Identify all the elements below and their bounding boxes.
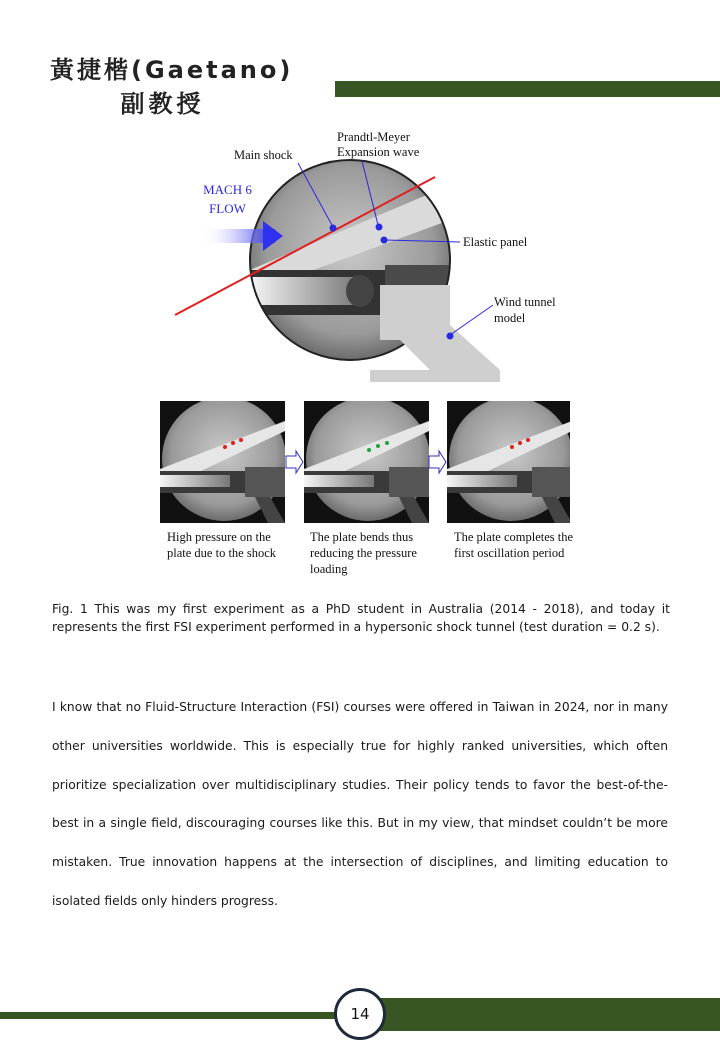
label-mach-flow xyxy=(195,180,260,218)
page-number: 14 xyxy=(334,988,386,1040)
figure-caption: Fig. 1 This was my first experiment as a PhD student in Australia (2014 - 2018), and today it represents the first FSI experiment performed in a hypersonic shock tunnel (test duration = 0.2 s). xyxy=(52,602,670,634)
panel-3-image xyxy=(447,397,570,523)
label-expansion-wave: Expansion wave xyxy=(337,145,420,159)
panel-2-caption: The plate bends thus reducing the pressure loading xyxy=(310,530,417,576)
author-name: 黃捷楷(Gaetano) xyxy=(50,56,294,84)
label-wind-tunnel: Wind tunnel xyxy=(494,295,556,309)
header-accent-bar xyxy=(335,81,720,97)
panel-1-caption: High pressure on the plate due to the shock xyxy=(167,530,276,560)
panel-1-image xyxy=(160,397,286,523)
label-model: model xyxy=(494,311,526,325)
author-title: 副教授 xyxy=(120,90,205,118)
label-prandtl-meyer: Prandtl-Meyer xyxy=(337,130,410,144)
footer-bar-right xyxy=(372,998,720,1031)
label-main-shock: Main shock xyxy=(234,148,293,162)
panel-2-image xyxy=(304,397,430,523)
label-flow: FLOW xyxy=(209,201,246,216)
label-mach: MACH 6 xyxy=(203,182,252,197)
model-silhouette xyxy=(370,285,500,382)
panel-3-caption: The plate completes the first oscillation period xyxy=(454,530,574,560)
footer-line-left xyxy=(0,1012,350,1019)
label-elastic-panel: Elastic panel xyxy=(463,235,528,249)
experiment-figure xyxy=(150,125,574,585)
body-paragraph: I know that no Fluid-Structure Interaction (FSI) courses were offered in Taiwan in 2024, nor in many other universities worldwide. This is especially true for highly ranked universities, which often prioritize specialization over multidisciplinary studies. Their policy tends to favor the best-of-the-best in a single field, discouraging courses like this. But in my view, that mindset couldn’t be more mistaken. True innovation happens at the intersection of disciplines, and limiting education to isolated fields only hinders progress. xyxy=(52,700,668,908)
